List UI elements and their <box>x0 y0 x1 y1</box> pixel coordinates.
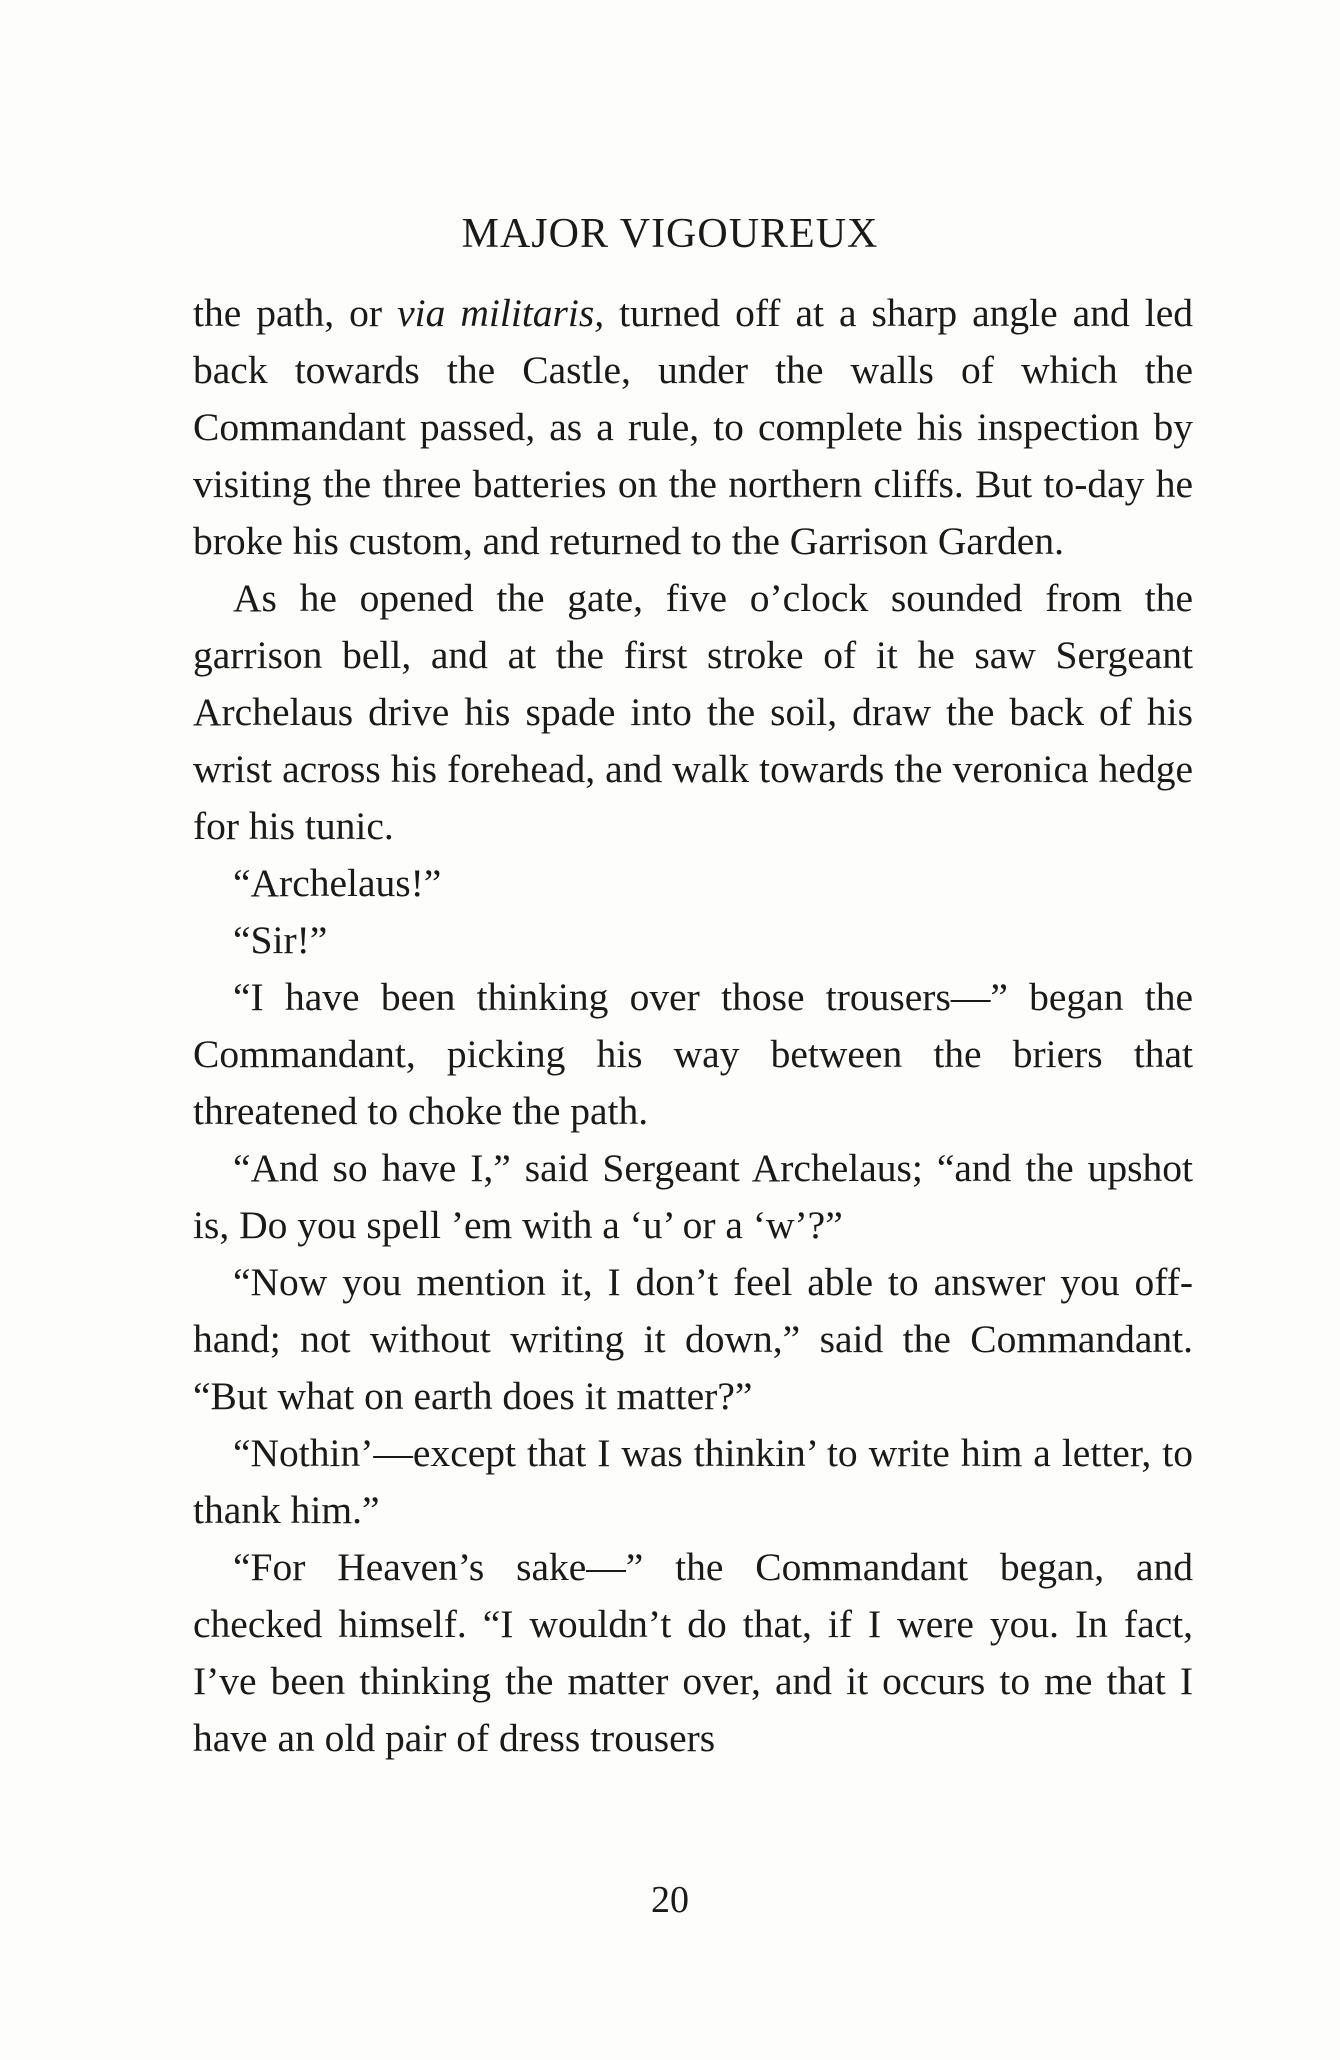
paragraph: “For Heaven’s sake—” the Commandant began, and checked himself. “I wouldn’t do that, if I were you. In fact, I’ve been thinking the matter over, and it occurs to me that I have an old pair of dress trousers <box>193 1545 1193 1760</box>
body-text <box>193 285 1193 1767</box>
paragraph-text: turned off at a sharp angle and led back towards the Castle, under the walls of which the Commandant passed, as a rule, to complete his inspection by visiting the three batteries on the northern cliffs. But to-day he broke his custom, and returned to the Garrison Garden. <box>193 291 1193 563</box>
running-head: MAJOR VIGOUREUX <box>461 211 879 257</box>
paragraph <box>193 285 1193 570</box>
paragraph: “Nothin’—except that I was thinkin’ to write him a letter, to thank him.” <box>193 1431 1193 1532</box>
dialogue-line: “Sir!” <box>233 918 328 962</box>
paragraph: “I have been thinking over those trousers—” began the Commandant, picking his way between the briers that threatened to choke the path. <box>193 975 1193 1133</box>
paragraph: “And so have I,” said Sergeant Archelaus; “and the upshot is, Do you spell ’em with a ‘u’ or a ‘w’?” <box>193 1146 1193 1247</box>
italic-phrase: via militaris, <box>397 291 605 335</box>
dialogue-line: “Archelaus!” <box>233 861 442 905</box>
paragraph: “Now you mention it, I don’t feel able to answer you off-hand; not without writing it down,” said the Commandant. “But what on earth does it matter?” <box>193 1260 1193 1418</box>
paragraph: As he opened the gate, five o’clock sounded from the garrison bell, and at the first stroke of it he saw Sergeant Archelaus drive his spade into the soil, draw the back of his wrist across his forehead, and walk towards the veronica hedge for his tunic. <box>193 576 1193 848</box>
page-number: 20 <box>651 1879 689 1921</box>
paragraph-text: the path, or <box>193 291 398 335</box>
